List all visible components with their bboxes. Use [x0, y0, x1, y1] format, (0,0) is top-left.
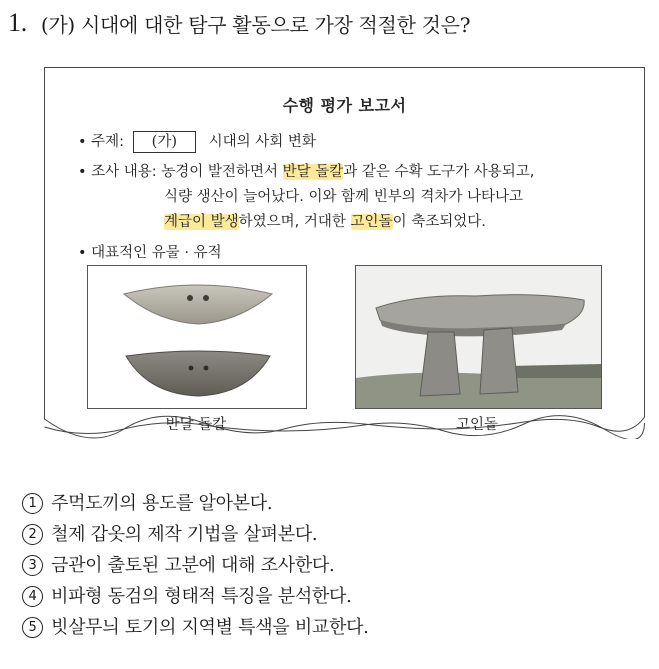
- topic-rest: 시대의 사회 변화: [208, 134, 316, 150]
- highlight-dolmen: 고인돌: [350, 214, 393, 230]
- content-text: 농경이 발전하면서: [161, 164, 283, 180]
- choice-1[interactable]: [22, 488, 642, 519]
- topic-row: [78, 130, 316, 153]
- choice-number: 1: [22, 493, 43, 514]
- choice-2[interactable]: [22, 519, 642, 550]
- caption-bandal-dolkal: 반달 돌칼: [165, 417, 227, 433]
- choice-text: 철제 갑옷의 제작 기법을 살펴본다.: [51, 524, 318, 545]
- content-text: 과 같은 수확 도구가 사용되고,: [343, 164, 535, 180]
- content-line-3: [78, 210, 638, 235]
- choice-4[interactable]: [22, 581, 642, 612]
- choice-text: 비파형 동검의 형태적 특징을 분석한다.: [51, 586, 352, 607]
- bandal-dolkal-image: [87, 265, 307, 409]
- content-text: 이 축조되었다.: [392, 214, 486, 230]
- question-header: [8, 6, 648, 40]
- dolmen-illustration: [356, 266, 601, 408]
- choice-number: 3: [22, 555, 43, 576]
- question-number: 1.: [8, 8, 27, 37]
- choice-text: 주먹도끼의 용도를 알아본다.: [51, 493, 273, 514]
- report-title: 수행 평가 보고서: [282, 96, 407, 115]
- question-text: (가) 시대에 대한 탐구 활동으로 가장 적절한 것은?: [40, 12, 471, 37]
- choice-3[interactable]: [22, 550, 642, 581]
- choice-text: 빗살무늬 토기의 지역별 특색을 비교한다.: [51, 617, 369, 638]
- choice-5[interactable]: [22, 612, 642, 643]
- choice-number: 4: [22, 586, 43, 607]
- topic-box: (가): [133, 131, 196, 153]
- highlight-class-emergence: 계급이 발생: [164, 214, 239, 230]
- caption-dolmen: 고인돌: [455, 417, 499, 433]
- choice-number: 2: [22, 524, 43, 545]
- content-line-1: [78, 160, 638, 185]
- content-label: • 조사 내용:: [78, 164, 162, 180]
- highlight-bandal-dolkal: 반달 돌칼: [282, 164, 344, 180]
- answer-choices: [22, 488, 642, 643]
- topic-label: • 주제:: [78, 134, 125, 150]
- artifacts-label: • 대표적인 유물 · 유적: [78, 245, 222, 261]
- choice-text: 금관이 출토된 고분에 대해 조사한다.: [51, 555, 335, 576]
- content-line-2: 식량 생산이 늘어났다. 이와 함께 빈부의 격차가 나타나고: [164, 189, 524, 205]
- content-text: 하였으며, 거대한: [238, 214, 351, 230]
- content-section: [78, 160, 638, 235]
- choice-number: 5: [22, 617, 43, 638]
- report-content: [44, 67, 645, 439]
- stone-knife-illustration: [88, 266, 306, 408]
- report-card: [44, 67, 645, 439]
- dolmen-image: [355, 265, 602, 409]
